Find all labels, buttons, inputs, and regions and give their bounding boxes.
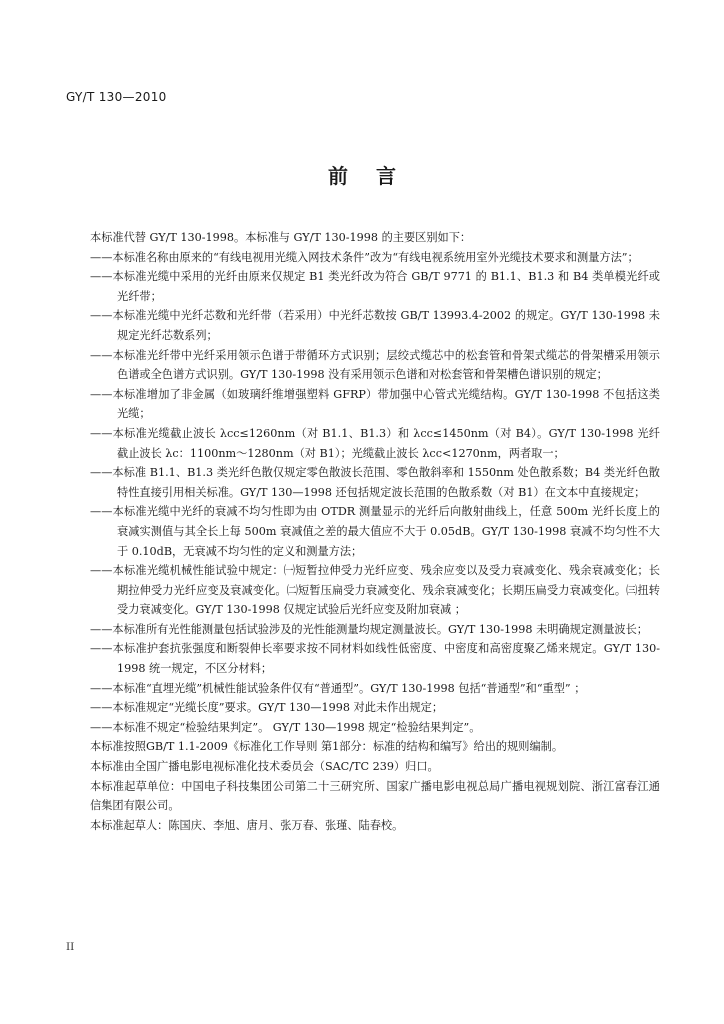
change-item: ——本标准增加了非金属（如玻璃纤维增强塑料 GFRP）带加强中心管式光缆结构。GY/T 130-1998 不包括这类光缆；: [90, 387, 660, 421]
committee-paragraph: 本标准由全国广播电影电视标准化技术委员会（SAC/TC 239）归口。: [90, 760, 439, 774]
intro-paragraph: 本标准代替 GY/T 130-1998。本标准与 GY/T 130-1998 的主要区别如下：: [90, 231, 472, 244]
foreword-body: [66, 228, 660, 835]
title-char-2: 言: [376, 164, 396, 188]
change-item: ——本标准光缆截止波长 λcc≤1260nm（对 B1.1、B1.3）和 λcc≤1450nm（对 B4）。GY/T 130-1998 光纤截止波长 λc：1100nm～1280nm（对 B1）；光缆截止波长 λcc<1270nm，两者取一；: [90, 426, 660, 460]
change-item: ——本标准光缆中采用的光纤由原来仅规定 B1 类光纤改为符合 GB/T 9771 的 B1.1、B1.3 和 B4 类单模光纤或光纤带；: [90, 270, 660, 303]
change-item: ——本标准所有光性能测量包括试验涉及的光性能测量均规定测量波长。GY/T 130-1998 未明确规定测量波长；: [90, 622, 648, 636]
page-title: [0, 160, 724, 189]
change-item: ——本标准护套抗张强度和断裂伸长率要求按不同材料如线性低密度、中密度和高密度聚乙烯来规定。GY/T 130-1998 统一规定，不区分材料；: [90, 642, 660, 676]
title-char-1: 前: [328, 164, 348, 188]
page-number: II: [66, 941, 75, 953]
change-item: ——本标准光缆中光纤芯数和光纤带（若采用）中光纤芯数按 GB/T 13993.4-2002 的规定。GY/T 130-1998 未规定光纤芯数系列；: [90, 309, 660, 342]
change-item: ——本标准名称由原来的“有线电视用光缆入网技术条件”改为“有线电视系统用室外光缆技术要求和测量方法”；: [90, 250, 639, 264]
drafting-rules-paragraph: 本标准按照GB/T 1.1-2009《标准化工作导则 第1部分：标准的结构和编写》给出的规则编制。: [90, 740, 564, 754]
standard-code: GY/T 130—2010: [66, 90, 167, 104]
change-item: ——本标准规定“光缆长度”要求。GY/T 130—1998 对此未作出规定；: [90, 701, 444, 715]
drafting-units-paragraph: 本标准起草单位：中国电子科技集团公司第二十三研究所、国家广播电影电视总局广播电视规划院、浙江富春江通信集团有限公司。: [90, 779, 660, 813]
change-item: ——本标准光纤带中光纤采用领示色谱于带循环方式识别；层绞式缆芯中的松套管和骨架式缆芯的骨架槽采用领示色谱或全色谱方式识别。GY/T 130-1998 没有采用领示色谱和对松套管和骨架槽色谱识别的规定；: [90, 348, 660, 382]
change-item: ——本标准“直埋光缆”机械性能试验条件仅有“普通型”。GY/T 130-1998 包括“普通型”和“重型” ；: [90, 681, 586, 695]
change-item: ——本标准不规定“检验结果判定”。 GY/T 130—1998 规定“检验结果判定”。: [90, 720, 481, 734]
change-item: ——本标准光缆机械性能试验中规定：㈠短暂拉伸受力光纤应变、残余应变以及受力衰减变化、残余衰减变化；长期拉伸受力光纤应变及衰减变化。㈡短暂压扁受力衰减变化、残余衰减变化；长期压扁受力衰减变化。㈢扭转受力衰减变化。GY/T 130-1998 仅规定试验后光纤应变及附加衰减 ；: [90, 564, 660, 617]
change-item: ——本标准光缆中光纤的衰减不均匀性即为由 OTDR 测量显示的光纤后向散射曲线上，任意 500m 光纤长度上的衰减实测值与其全长上每 500m 衰减值之差的最大值应不大于 0.05dB。GY/T 130-1998 衰减不均匀性不大于 0.10dB，无衰减不均匀性的定义和测量方法；: [90, 505, 660, 558]
drafters-paragraph: 本标准起草人：陈国庆、李旭、唐月、张万春、张瑾、陆春校。: [90, 818, 404, 832]
change-item: ——本标准 B1.1、B1.3 类光纤色散仅规定零色散波长范围、零色散斜率和 1550nm 处色散系数；B4 类光纤色散特性直接引用相关标准。GY/T 130—1998 还包括规定波长范围的色散系数（对 B1）在文本中直接规定；: [90, 466, 660, 499]
